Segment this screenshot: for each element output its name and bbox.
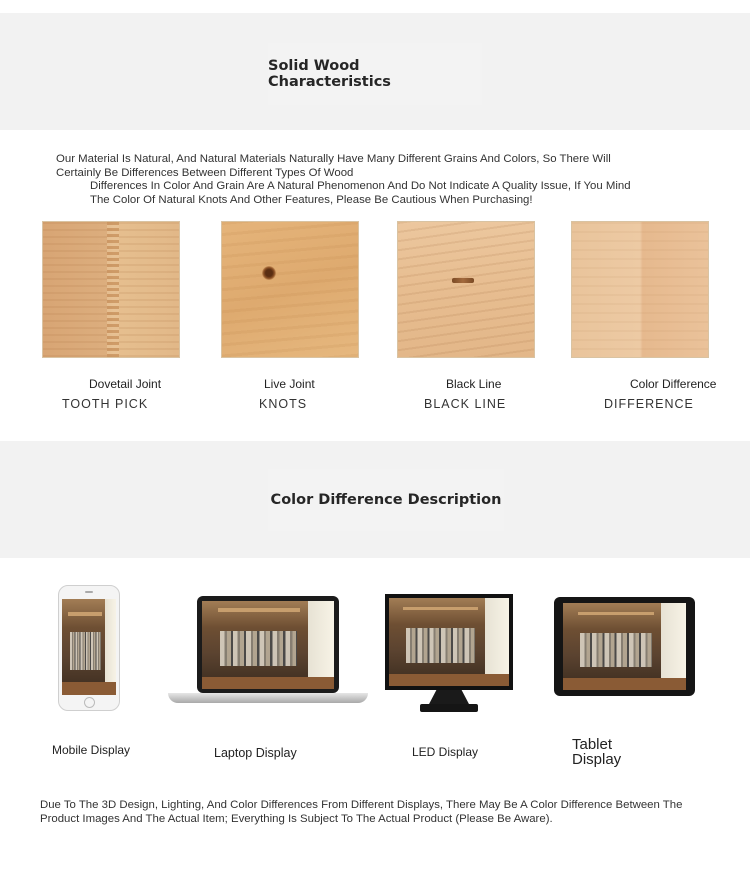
- section-title: Color Difference Description: [270, 492, 502, 508]
- mobile-device-illustration: [58, 585, 120, 711]
- sample-caption: Color Difference: [630, 377, 717, 391]
- sample-caption: Live Joint: [264, 377, 315, 391]
- led-monitor-illustration: [385, 594, 513, 690]
- sample-subcaption: DIFFERENCE: [604, 397, 694, 411]
- section-header-band: [0, 441, 750, 558]
- section-title-box: [268, 43, 482, 105]
- sample-subcaption: KNOTS: [259, 397, 308, 411]
- color-difference-note: Due To The 3D Design, Lighting, And Color Differences From Different Displays, There May Be A Color Difference Between The Product Images And The Actual Item; Everything Is Subject To The Actual Product (Please Be Aware).: [40, 799, 683, 825]
- sample-subcaption: BLACK LINE: [424, 397, 507, 411]
- device-caption: Mobile Display: [52, 743, 131, 757]
- sample-caption: Black Line: [446, 377, 502, 391]
- wood-sample-knot: [221, 221, 359, 358]
- section-title: Solid Wood Characteristics: [268, 58, 391, 90]
- led-monitor-foot: [420, 704, 478, 712]
- sample-subcaption: TOOTH PICK: [62, 397, 149, 411]
- wood-sample-dovetail: [42, 221, 180, 358]
- wood-sample-color-difference: [571, 221, 709, 358]
- intro-paragraph-2: Differences In Color And Grain Are A Natural Phenomenon And Do Not Indicate A Quality Issue, If You Mind The Color Of Natural Knots And Other Features, Please Be Cautious When Purchasing!: [90, 180, 631, 206]
- device-caption: LED Display: [412, 745, 479, 759]
- section-title-box: [268, 469, 504, 531]
- intro-paragraph-1: Our Material Is Natural, And Natural Materials Naturally Have Many Different Grains And Colors, So There Will Certainly Be Differences Between Different Types Of Wood: [56, 153, 611, 179]
- sample-caption: Dovetail Joint: [89, 377, 162, 391]
- laptop-base: [168, 693, 368, 703]
- wood-sample-black-line: [397, 221, 535, 358]
- laptop-device-illustration: [197, 596, 339, 693]
- tablet-device-illustration: [554, 597, 695, 696]
- section-header-band: [0, 13, 750, 130]
- device-caption: Laptop Display: [214, 746, 297, 760]
- device-caption: Tablet Display: [572, 736, 622, 768]
